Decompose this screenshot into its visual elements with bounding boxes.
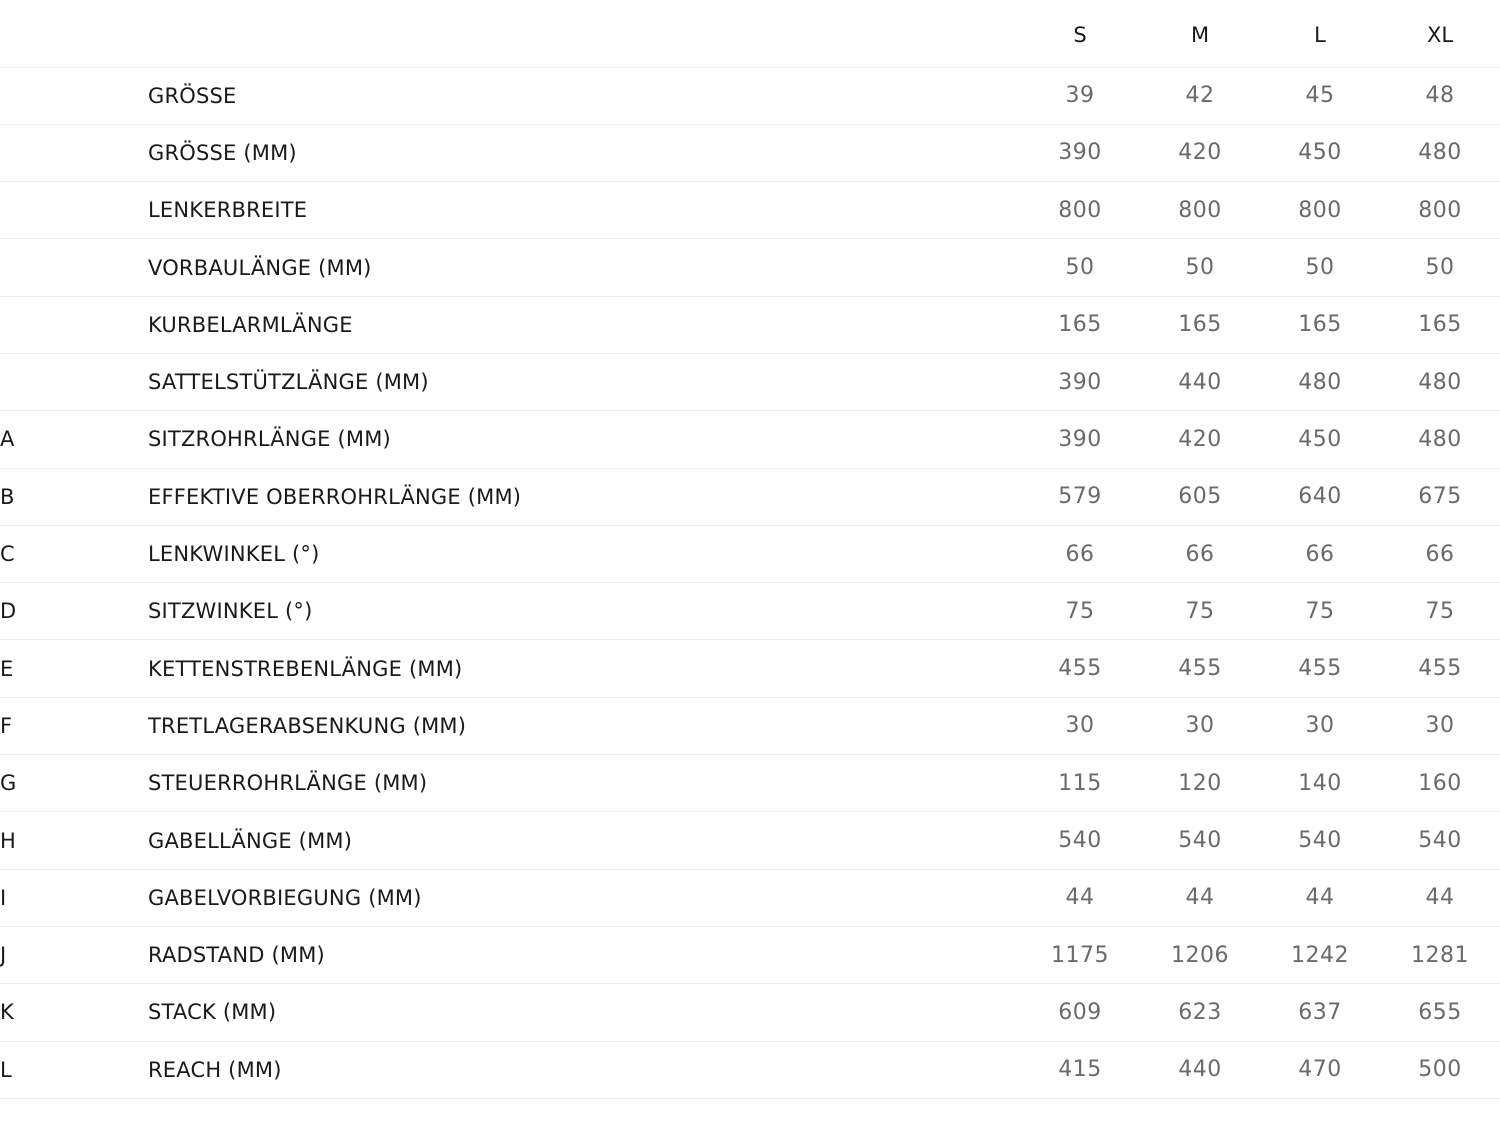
value-cell-m: 44 [1140, 869, 1260, 926]
value-cell-xl: 480 [1380, 124, 1500, 181]
row-label: SATTELSTÜTZLÄNGE (MM) [148, 353, 1020, 410]
row-label: LENKWINKEL (°) [148, 525, 1020, 582]
table-row [0, 296, 1500, 353]
value-cell-l: 540 [1260, 812, 1380, 869]
value-cell-s: 30 [1020, 697, 1140, 754]
value-cell-m: 540 [1140, 812, 1260, 869]
value-cell-l: 44 [1260, 869, 1380, 926]
value-cell-m: 30 [1140, 697, 1260, 754]
row-letter: F [0, 697, 148, 754]
table-row [0, 124, 1500, 181]
row-label: STACK (MM) [148, 984, 1020, 1041]
value-cell-m: 165 [1140, 296, 1260, 353]
table-row [0, 640, 1500, 697]
table-row [0, 926, 1500, 983]
row-letter [0, 182, 148, 239]
value-cell-s: 1175 [1020, 926, 1140, 983]
value-cell-l: 455 [1260, 640, 1380, 697]
value-cell-s: 390 [1020, 124, 1140, 181]
value-cell-l: 800 [1260, 182, 1380, 239]
value-cell-m: 120 [1140, 755, 1260, 812]
value-cell-l: 140 [1260, 755, 1380, 812]
table-row [0, 583, 1500, 640]
value-cell-s: 44 [1020, 869, 1140, 926]
value-cell-m: 440 [1140, 353, 1260, 410]
value-cell-xl: 66 [1380, 525, 1500, 582]
value-cell-l: 45 [1260, 67, 1380, 124]
value-cell-xl: 480 [1380, 411, 1500, 468]
value-cell-l: 165 [1260, 296, 1380, 353]
value-cell-xl: 800 [1380, 182, 1500, 239]
row-label: VORBAULÄNGE (MM) [148, 239, 1020, 296]
header-row [0, 0, 1500, 67]
value-cell-m: 420 [1140, 411, 1260, 468]
value-cell-xl: 1281 [1380, 926, 1500, 983]
value-cell-m: 75 [1140, 583, 1260, 640]
table-body [0, 67, 1500, 1098]
table-row [0, 239, 1500, 296]
value-cell-s: 165 [1020, 296, 1140, 353]
row-label: STEUERROHRLÄNGE (MM) [148, 755, 1020, 812]
row-letter [0, 296, 148, 353]
row-label: LENKERBREITE [148, 182, 1020, 239]
value-cell-m: 66 [1140, 525, 1260, 582]
row-label: SITZROHRLÄNGE (MM) [148, 411, 1020, 468]
value-cell-s: 75 [1020, 583, 1140, 640]
table-row [0, 525, 1500, 582]
row-letter [0, 239, 148, 296]
row-letter [0, 353, 148, 410]
table-row [0, 755, 1500, 812]
table-header [0, 0, 1500, 67]
row-letter: B [0, 468, 148, 525]
row-label: TRETLAGERABSENKUNG (MM) [148, 697, 1020, 754]
row-letter [0, 124, 148, 181]
table-row [0, 984, 1500, 1041]
value-cell-xl: 455 [1380, 640, 1500, 697]
value-cell-l: 1242 [1260, 926, 1380, 983]
header-name-cell [148, 0, 1020, 67]
row-label: GRÖSSE [148, 67, 1020, 124]
value-cell-l: 50 [1260, 239, 1380, 296]
value-cell-l: 640 [1260, 468, 1380, 525]
value-cell-xl: 48 [1380, 67, 1500, 124]
table-row [0, 812, 1500, 869]
value-cell-s: 390 [1020, 411, 1140, 468]
row-letter [0, 67, 148, 124]
value-cell-m: 42 [1140, 67, 1260, 124]
row-letter: G [0, 755, 148, 812]
value-cell-l: 66 [1260, 525, 1380, 582]
value-cell-l: 450 [1260, 411, 1380, 468]
value-cell-m: 800 [1140, 182, 1260, 239]
value-cell-s: 579 [1020, 468, 1140, 525]
row-letter: J [0, 926, 148, 983]
table-row [0, 1041, 1500, 1098]
row-label: RADSTAND (MM) [148, 926, 1020, 983]
table-row [0, 353, 1500, 410]
header-letter-cell [0, 0, 148, 67]
value-cell-m: 623 [1140, 984, 1260, 1041]
size-header-l: L [1260, 0, 1380, 67]
size-header-s: S [1020, 0, 1140, 67]
row-label: KETTENSTREBENLÄNGE (MM) [148, 640, 1020, 697]
table-row [0, 697, 1500, 754]
row-letter: I [0, 869, 148, 926]
value-cell-xl: 75 [1380, 583, 1500, 640]
value-cell-s: 66 [1020, 525, 1140, 582]
value-cell-xl: 165 [1380, 296, 1500, 353]
value-cell-m: 440 [1140, 1041, 1260, 1098]
table-row [0, 869, 1500, 926]
value-cell-s: 390 [1020, 353, 1140, 410]
value-cell-s: 455 [1020, 640, 1140, 697]
value-cell-m: 420 [1140, 124, 1260, 181]
value-cell-xl: 160 [1380, 755, 1500, 812]
value-cell-m: 1206 [1140, 926, 1260, 983]
value-cell-s: 609 [1020, 984, 1140, 1041]
value-cell-xl: 50 [1380, 239, 1500, 296]
value-cell-s: 115 [1020, 755, 1140, 812]
value-cell-m: 605 [1140, 468, 1260, 525]
row-letter: E [0, 640, 148, 697]
row-label: KURBELARMLÄNGE [148, 296, 1020, 353]
value-cell-l: 75 [1260, 583, 1380, 640]
value-cell-xl: 44 [1380, 869, 1500, 926]
row-label: GABELVORBIEGUNG (MM) [148, 869, 1020, 926]
table-row [0, 411, 1500, 468]
value-cell-s: 415 [1020, 1041, 1140, 1098]
value-cell-s: 800 [1020, 182, 1140, 239]
row-label: REACH (MM) [148, 1041, 1020, 1098]
size-header-m: M [1140, 0, 1260, 67]
value-cell-l: 480 [1260, 353, 1380, 410]
value-cell-xl: 675 [1380, 468, 1500, 525]
row-label: GRÖSSE (MM) [148, 124, 1020, 181]
value-cell-xl: 480 [1380, 353, 1500, 410]
row-label: EFFEKTIVE OBERROHRLÄNGE (MM) [148, 468, 1020, 525]
value-cell-l: 637 [1260, 984, 1380, 1041]
value-cell-s: 39 [1020, 67, 1140, 124]
table-row [0, 468, 1500, 525]
value-cell-xl: 540 [1380, 812, 1500, 869]
row-label: GABELLÄNGE (MM) [148, 812, 1020, 869]
value-cell-m: 455 [1140, 640, 1260, 697]
row-letter: C [0, 525, 148, 582]
value-cell-l: 450 [1260, 124, 1380, 181]
row-letter: D [0, 583, 148, 640]
value-cell-l: 30 [1260, 697, 1380, 754]
table-row [0, 67, 1500, 124]
value-cell-l: 470 [1260, 1041, 1380, 1098]
row-letter: A [0, 411, 148, 468]
value-cell-s: 50 [1020, 239, 1140, 296]
value-cell-xl: 30 [1380, 697, 1500, 754]
row-letter: L [0, 1041, 148, 1098]
value-cell-xl: 655 [1380, 984, 1500, 1041]
row-label: SITZWINKEL (°) [148, 583, 1020, 640]
size-header-xl: XL [1380, 0, 1500, 67]
value-cell-xl: 500 [1380, 1041, 1500, 1098]
value-cell-s: 540 [1020, 812, 1140, 869]
row-letter: H [0, 812, 148, 869]
value-cell-m: 50 [1140, 239, 1260, 296]
row-letter: K [0, 984, 148, 1041]
table-row [0, 182, 1500, 239]
